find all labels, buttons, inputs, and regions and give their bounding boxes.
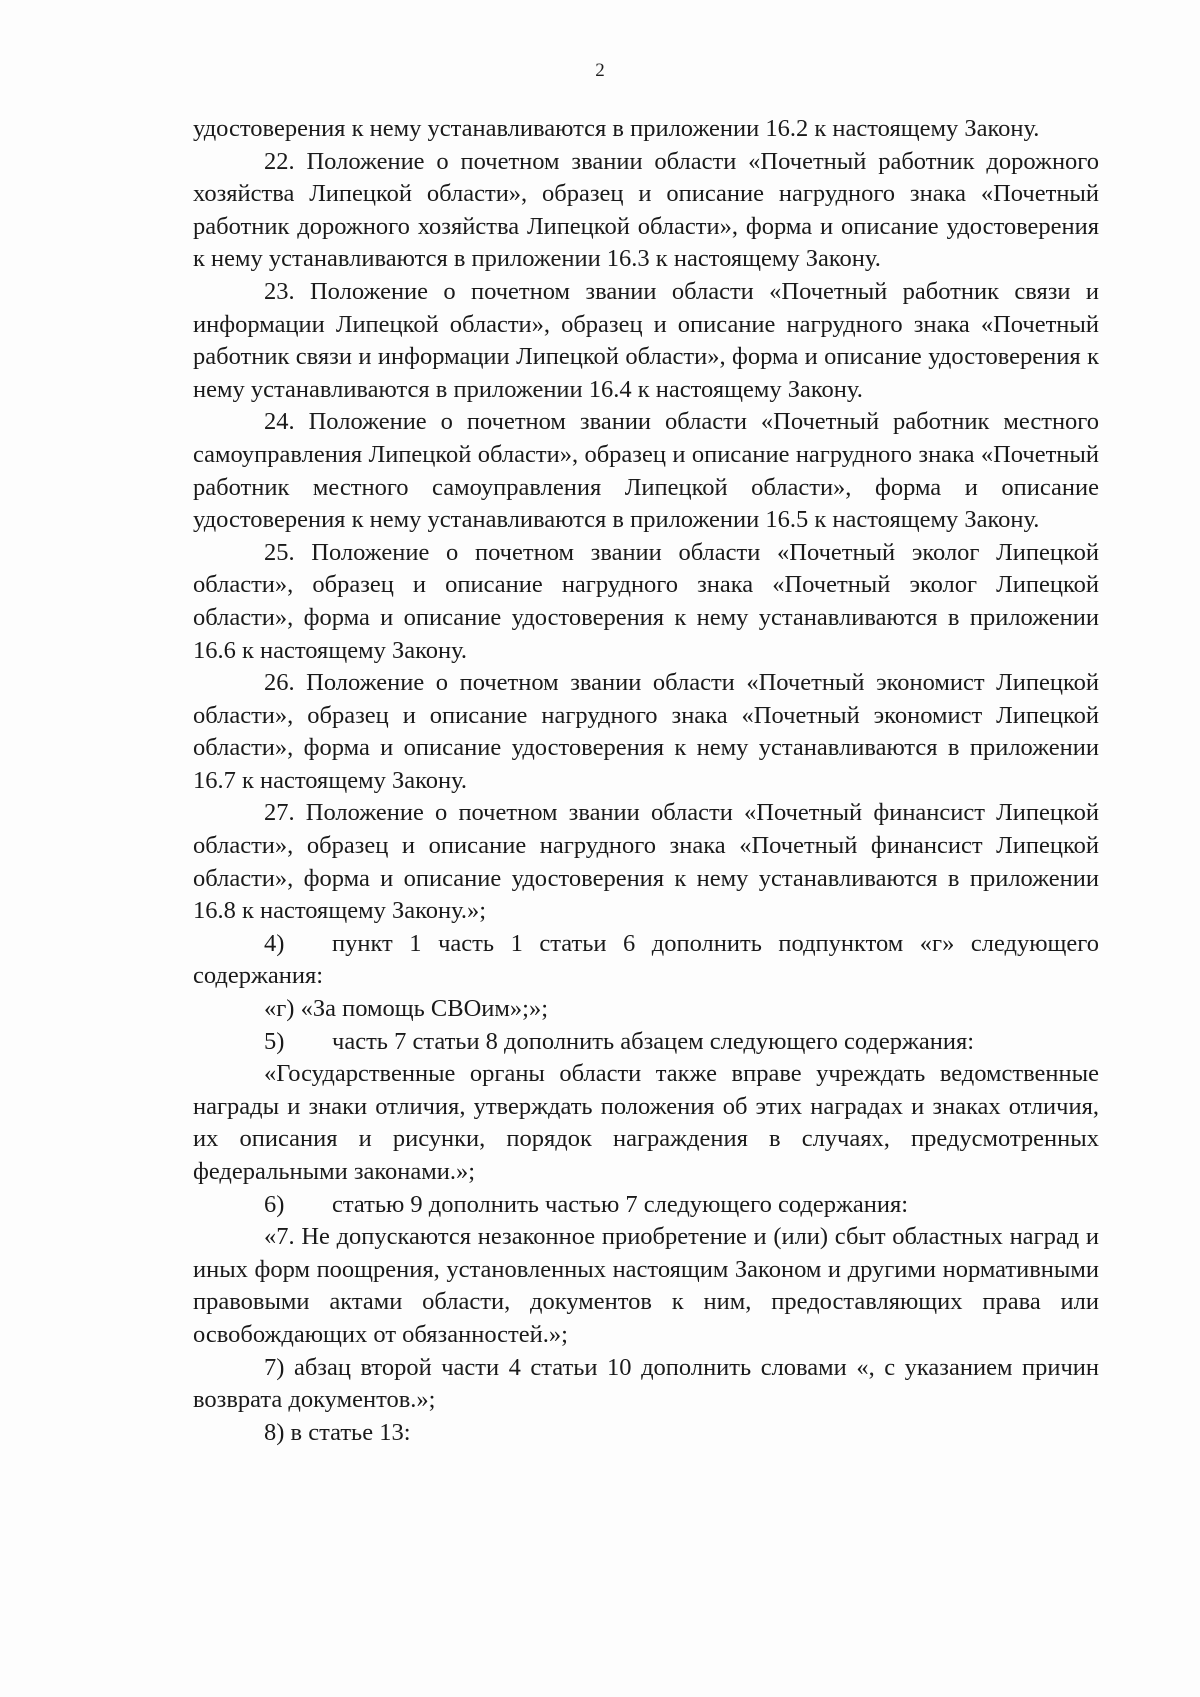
list-item-4-number: 4) (264, 929, 285, 957)
list-item-5-text: часть 7 статьи 8 дополнить абзацем следующего содержания: (332, 1027, 975, 1055)
list-item-5-number: 5) (264, 1027, 285, 1055)
paragraph-22: 22. Положение о почетном звании области «Почетный работник дорожного хозяйства Липецкой области», образец и описание нагрудного знака «Почетный работник дорожного хозяйства Липецкой области», форма и описание удостоверения к нему устанавливаются в приложении 16.3 к настоящему Закону. (193, 147, 1099, 273)
paragraph-27: 27. Положение о почетном звании области «Почетный финансист Липецкой области», образец и описание нагрудного знака «Почетный финансист Липецкой области», форма и описание удостоверения к нему устанавливаются в приложении 16.8 к настоящему Закону.»; (193, 799, 1099, 925)
list-item-4-quote: «г) «За помощь СВОим»;»; (264, 995, 549, 1023)
list-item-7: 7) абзац второй части 4 статьи 10 дополнить словами «, с указанием причин возврата документов.»; (193, 1353, 1099, 1414)
list-item-6-text: статью 9 дополнить частью 7 следующего содержания: (332, 1190, 909, 1218)
list-item-6-number: 6) (264, 1190, 285, 1218)
list-item-4-text: пункт 1 часть 1 статьи 6 дополнить подпунктом «г» следующего содержания: (193, 929, 1099, 990)
page-number: 2 (595, 60, 605, 81)
list-item-5-quote: «Государственные органы области также вправе учреждать ведомственные награды и знаки отличия, утверждать положения об этих наградах и знаках отличия, их описания и рисунки, порядок награждения в случаях, предусмотренных федеральными законами.»; (193, 1060, 1099, 1185)
document-body (193, 113, 1099, 1449)
list-item-8: 8) в статье 13: (264, 1418, 411, 1446)
list-item-5 (193, 1026, 1099, 1059)
paragraph-25: 25. Положение о почетном звании области «Почетный эколог Липецкой области», образец и описание нагрудного знака «Почетный эколог Липецкой области», форма и описание удостоверения к нему устанавливаются в приложении 16.6 к настоящему Закону. (193, 538, 1099, 664)
list-item-4 (193, 928, 1099, 993)
list-item-6 (193, 1189, 1099, 1222)
paragraph-24: 24. Положение о почетном звании области «Почетный работник местного самоуправления Липецкой области», образец и описание нагрудного знака «Почетный работник местного самоуправления Липецкой области», форма и описание удостоверения к нему устанавливаются в приложении 16.5 к настоящему Закону. (193, 408, 1099, 534)
list-item-6-quote: «7. Не допускаются незаконное приобретение и (или) сбыт областных наград и иных форм поощрения, установленных настоящим Законом и другими нормативными правовыми актами области, документов к ним, предоставляющих права или освобождающих от обязанностей.»; (193, 1223, 1099, 1348)
paragraph-23: 23. Положение о почетном звании области «Почетный работник связи и информации Липецкой области», образец и описание нагрудного знака «Почетный работник связи и информации Липецкой области», форма и описание удостоверения к нему устанавливаются в приложении 16.4 к настоящему Закону. (193, 277, 1099, 403)
paragraph-26: 26. Положение о почетном звании области «Почетный экономист Липецкой области», образец и описание нагрудного знака «Почетный экономист Липецкой области», форма и описание удостоверения к нему устанавливаются в приложении 16.7 к настоящему Закону. (193, 669, 1099, 794)
paragraph-continuation: удостоверения к нему устанавливаются в приложении 16.2 к настоящему Закону. (193, 115, 1040, 142)
